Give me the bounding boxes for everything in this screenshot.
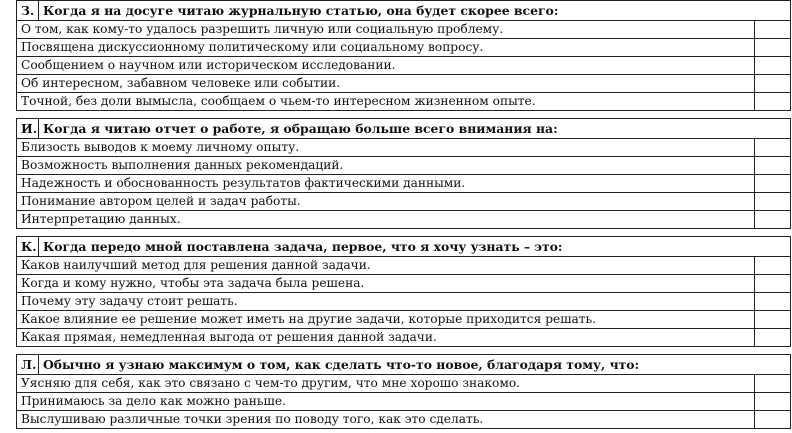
section-letter: К. (17, 237, 39, 257)
score-cell[interactable] (755, 39, 791, 57)
option-text: Надежность и обоснованность результатов фактическими данными. (17, 175, 755, 193)
option-text: Интерпретацию данных. (17, 211, 755, 229)
option-text: Какое влияние ее решение может иметь на другие задачи, которые приходится решать. (17, 311, 755, 329)
section-header (17, 1, 791, 21)
section-title: Когда передо мной поставлена задача, первое, что я хочу узнать – это: (39, 237, 791, 257)
option-row (17, 193, 791, 211)
score-cell[interactable] (755, 157, 791, 175)
option-row (17, 257, 791, 275)
option-text: Каков наилучший метод для решения данной задачи. (17, 257, 755, 275)
section-title: Когда я на досуге читаю журнальную статью, она будет скорее всего: (39, 1, 791, 21)
section-letter: З. (17, 1, 39, 21)
option-text: Близость выводов к моему личному опыту. (17, 139, 755, 157)
option-row (17, 75, 791, 93)
option-row (17, 211, 791, 229)
option-text: Почему эту задачу стоит решать. (17, 293, 755, 311)
score-cell[interactable] (755, 175, 791, 193)
option-text: Понимание автором целей и задач работы. (17, 193, 755, 211)
option-text: Сообщением о научном или историческом исследовании. (17, 57, 755, 75)
section-header (17, 355, 791, 375)
score-cell[interactable] (755, 329, 791, 347)
option-row (17, 93, 791, 111)
option-row (17, 411, 791, 429)
option-text: Выслушиваю различные точки зрения по поводу того, как это сделать. (17, 411, 755, 429)
score-cell[interactable] (755, 375, 791, 393)
section-spacer (17, 111, 791, 119)
score-cell[interactable] (755, 193, 791, 211)
option-row (17, 21, 791, 39)
score-cell[interactable] (755, 93, 791, 111)
option-row (17, 375, 791, 393)
section-title: Когда я читаю отчет о работе, я обращаю больше всего внимания на: (39, 119, 791, 139)
score-cell[interactable] (755, 393, 791, 411)
option-row (17, 275, 791, 293)
section-spacer (17, 347, 791, 355)
score-cell[interactable] (755, 21, 791, 39)
score-cell[interactable] (755, 257, 791, 275)
section-header (17, 237, 791, 257)
score-cell[interactable] (755, 311, 791, 329)
option-text: Об интересном, забавном человеке или событии. (17, 75, 755, 93)
option-row (17, 157, 791, 175)
questionnaire-table (16, 0, 791, 429)
option-text: Какая прямая, немедленная выгода от решения данной задачи. (17, 329, 755, 347)
option-text: Принимаюсь за дело как можно раньше. (17, 393, 755, 411)
section-header (17, 119, 791, 139)
section-title: Обычно я узнаю максимум о том, как сделать что-то новое, благодаря тому, что: (39, 355, 791, 375)
questionnaire-body (17, 1, 791, 429)
score-cell[interactable] (755, 275, 791, 293)
section-letter: И. (17, 119, 39, 139)
option-text: Когда и кому нужно, чтобы эта задача была решена. (17, 275, 755, 293)
option-row (17, 39, 791, 57)
option-row (17, 57, 791, 75)
option-row (17, 139, 791, 157)
score-cell[interactable] (755, 293, 791, 311)
option-row (17, 293, 791, 311)
option-text: Точной, без доли вымысла, сообщаем о чьем-то интересном жизненном опыте. (17, 93, 755, 111)
option-row (17, 311, 791, 329)
option-row (17, 175, 791, 193)
section-spacer (17, 229, 791, 237)
option-text: Возможность выполнения данных рекомендаций. (17, 157, 755, 175)
section-letter: Л. (17, 355, 39, 375)
score-cell[interactable] (755, 411, 791, 429)
option-row (17, 393, 791, 411)
score-cell[interactable] (755, 139, 791, 157)
option-row (17, 329, 791, 347)
score-cell[interactable] (755, 211, 791, 229)
score-cell[interactable] (755, 57, 791, 75)
score-cell[interactable] (755, 75, 791, 93)
option-text: Уясняю для себя, как это связано с чем-то другим, что мне хорошо знакомо. (17, 375, 755, 393)
option-text: Посвящена дискуссионному политическому или социальному вопросу. (17, 39, 755, 57)
option-text: О том, как кому-то удалось разрешить личную или социальную проблему. (17, 21, 755, 39)
